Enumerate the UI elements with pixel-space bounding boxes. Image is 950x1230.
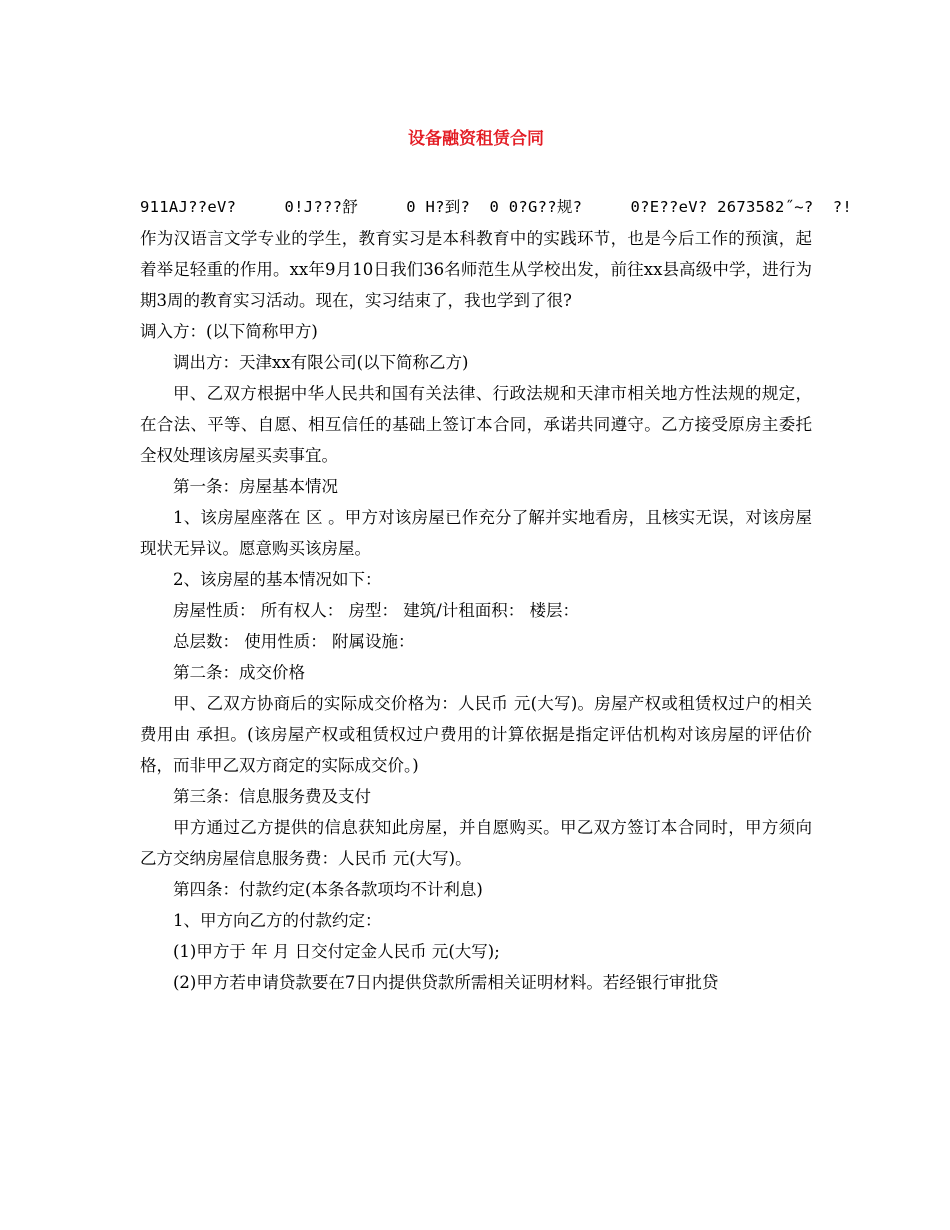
document-body xyxy=(140,192,852,998)
paragraph-10: 总层数： 使用性质： 附属设施： xyxy=(173,632,415,651)
paragraph-16: 1、甲方向乙方的付款约定： xyxy=(173,911,382,930)
paragraph-15: 第四条：付款约定(本条各款项均不计利息) xyxy=(173,880,483,899)
paragraph-9: 房屋性质： 所有权人： 房型： 建筑/计租面积： 楼层： xyxy=(173,601,580,620)
document-title: 设备融资租赁合同 xyxy=(408,129,544,149)
paragraph-18: (2)甲方若申请贷款要在7日内提供贷款所需相关证明材料。若经银行审批贷 xyxy=(173,973,719,992)
paragraph-14: 甲方通过乙方提供的信息获知此房屋，并自愿购买。甲乙双方签订本合同时，甲方须向乙方交纳房屋信息服务费：人民币 元(大写)。 xyxy=(140,818,812,868)
paragraph-17: (1)甲方于 年 月 日交付定金人民币 元(大写); xyxy=(173,942,500,961)
paragraph-7: 1、该房屋座落在 区 。甲方对该房屋已作充分了解并实地看房，且核实无误，对该房屋现状无异议。愿意购买该房屋。 xyxy=(140,508,812,558)
paragraph-6: 第一条：房屋基本情况 xyxy=(173,477,338,496)
paragraph-4: 调出方：天津xx有限公司(以下简称乙方) xyxy=(173,353,469,372)
paragraph-1: 911AJ??eV? 0!J???舒 0 H?到? 0 0?G??规? 0?E??eV? 2673582˝~? ?! xyxy=(140,198,852,216)
paragraph-12: 甲、乙双方协商后的实际成交价格为：人民币 元(大写)。房屋产权或租赁权过户的相关费用由 承担。(该房屋产权或租赁权过户费用的计算依据是指定评估机构对该房屋的评估价格，而非甲乙双方商定的实际成交价。) xyxy=(140,694,812,775)
paragraph-8: 2、该房屋的基本情况如下： xyxy=(173,570,382,589)
paragraph-2: 作为汉语言文学专业的学生，教育实习是本科教育中的实践环节，也是今后工作的预演，起着举足轻重的作用。xx年9月10日我们36名师范生从学校出发，前往xx县高级中学，进行为期3周的教育实习活动。现在，实习结束了，我也学到了很? xyxy=(140,229,812,310)
paragraph-11: 第二条：成交价格 xyxy=(173,663,305,682)
paragraph-13: 第三条：信息服务费及支付 xyxy=(173,787,371,806)
paragraph-3: 调入方：(以下简称甲方) xyxy=(140,322,318,341)
paragraph-5: 甲、乙双方根据中华人民共和国有关法律、行政法规和天津市相关地方性法规的规定，在合法、平等、自愿、相互信任的基础上签订本合同，承诺共同遵守。乙方接受原房主委托全权处理该房屋买卖事宜。 xyxy=(140,384,812,465)
